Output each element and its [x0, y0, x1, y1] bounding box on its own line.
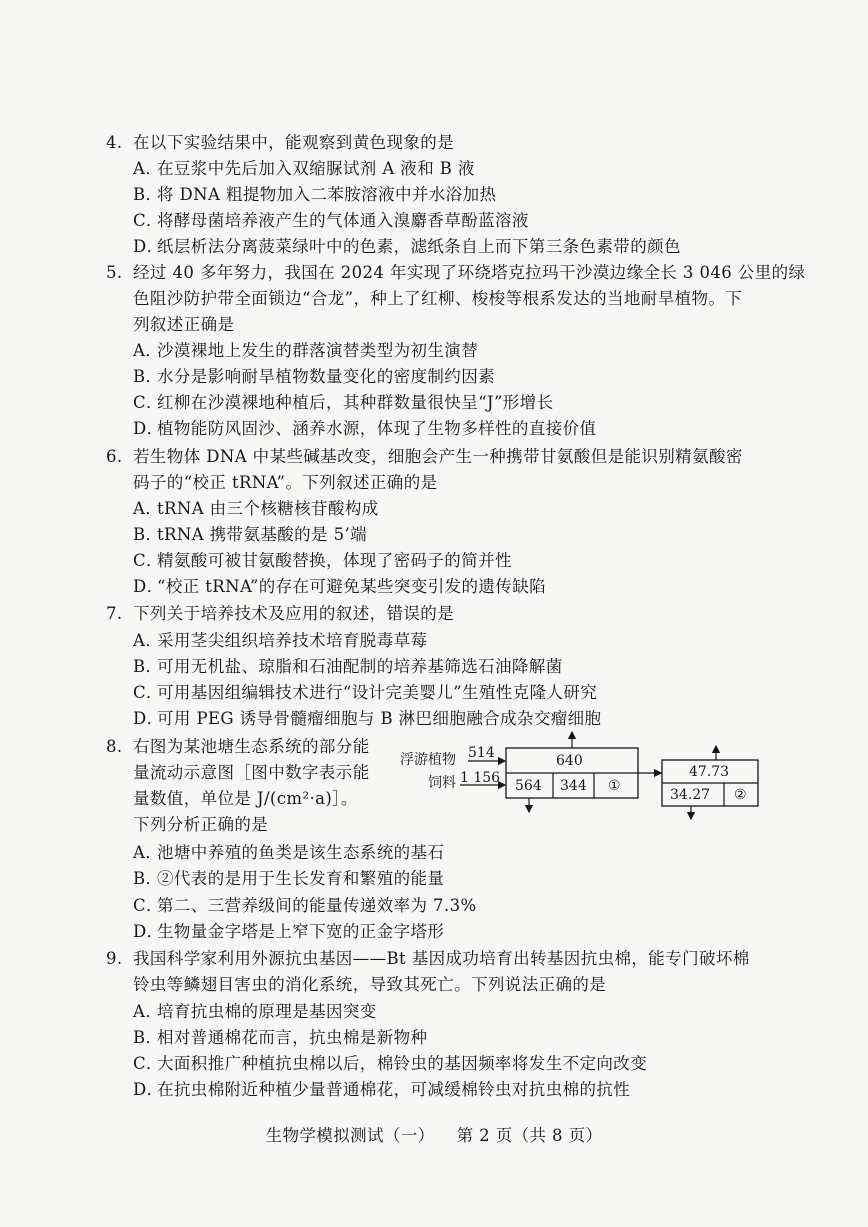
question-8-stem-line: 量数值，单位是 J/(cm²·a)］。: [133, 789, 358, 808]
exam-title: 生物学模拟测试（一）: [265, 1126, 435, 1145]
box1-cell-1: 564: [515, 778, 542, 794]
energy-flow-diagram: [398, 740, 770, 820]
question-7-stem-line: 7. 下列关于培养技术及应用的叙述，错误的是: [106, 604, 455, 623]
question-6-stem-line: 码子的“校正 tRNA”。下列叙述正确的是: [133, 473, 438, 492]
box1-cell-3: ①: [608, 778, 621, 794]
question-5-option-c: C．红柳在沙漠裸地种植后，其种群数量很快呈“J”形增长: [133, 393, 554, 412]
question-5-stem-line: 色阻沙防护带全面锁边“合龙”，种上了红柳、梭梭等根系发达的当地耐旱植物。下: [133, 289, 743, 308]
question-4-option-c: C．将酵母菌培养液产生的气体通入溴麝香草酚蓝溶液: [133, 211, 529, 230]
question-4-option-b: B．将 DNA 粗提物加入二苯胺溶液中并水浴加热: [133, 185, 497, 204]
phytoplankton-value: 514: [468, 745, 495, 761]
feed-label: 饲料: [428, 775, 456, 791]
question-6-option-d: D．“校正 tRNA”的存在可避免某些突变引发的遗传缺陷: [133, 577, 546, 596]
feed-value: 1 156: [460, 770, 501, 786]
page-footer: [0, 1122, 868, 1146]
question-5-option-b: B．水分是影响耐旱植物数量变化的密度制约因素: [133, 367, 495, 386]
question-6-option-c: C．精氨酸可被甘氨酸替换，体现了密码子的简并性: [133, 551, 512, 570]
box1-intake-value: 640: [556, 753, 583, 769]
question-8-option-d: D．生物量金字塔是上窄下宽的正金字塔形: [133, 922, 445, 941]
question-4-stem-line: 4. 在以下实验结果中，能观察到黄色现象的是: [106, 133, 455, 152]
question-4-option-d: D．纸层析法分离菠菜绿叶中的色素，滤纸条自上而下第三条色素带的颜色: [133, 237, 681, 256]
question-5-stem-line: 列叙述正确是: [133, 315, 235, 334]
question-8-option-a: A．池塘中养殖的鱼类是该生态系统的基石: [133, 843, 445, 862]
question-8-stem-line: 量流动示意图［图中数字表示能: [133, 763, 370, 782]
box2-intake-value: 47.73: [689, 764, 730, 780]
question-8-stem-line: 8. 右图为某池塘生态系统的部分能: [106, 737, 370, 756]
box1-cell-2: 344: [560, 778, 587, 794]
question-8-option-c: C．第二、三营养级间的能量传递效率为 7.3%: [133, 896, 477, 915]
question-5-option-d: D．植物能防风固沙、涵养水源，体现了生物多样性的直接价值: [133, 419, 597, 438]
question-9-option-a: A．培育抗虫棉的原理是基因突变: [133, 1002, 377, 1021]
question-6-option-a: A．tRNA 由三个核糖核苷酸构成: [133, 499, 379, 518]
question-5-option-a: A．沙漠裸地上发生的群落演替类型为初生演替: [133, 341, 479, 360]
question-7-option-c: C．可用基因组编辑技术进行“设计完美婴儿”生殖性克隆人研究: [133, 683, 598, 702]
page-number: 第 2 页（共 8 页）: [456, 1126, 603, 1145]
question-5-stem-line: 5. 经过 40 多年努力，我国在 2024 年实现了环绕塔克拉玛干沙漠边缘全长 3 046 公里的绿: [106, 263, 806, 282]
box2-cell-1: 34.27: [670, 787, 711, 803]
question-6-stem-line: 6. 若生物体 DNA 中某些碱基改变，细胞会产生一种携带甘氨酸但是能识别精氨酸密: [106, 447, 743, 466]
question-8-stem-line: 下列分析正确的是: [133, 815, 269, 834]
question-7-option-a: A．采用茎尖组织培养技术培育脱毒草莓: [133, 631, 428, 650]
box2-cell-2: ②: [734, 787, 747, 803]
question-4-option-a: A．在豆浆中先后加入双缩脲试剂 A 液和 B 液: [133, 159, 475, 178]
question-9-stem-line: 9. 我国科学家利用外源抗虫基因——Bt 基因成功培育出转基因抗虫棉，能专门破坏棉: [106, 949, 750, 968]
question-7-option-d: D．可用 PEG 诱导骨髓瘤细胞与 B 淋巴细胞融合成杂交瘤细胞: [133, 709, 602, 728]
question-9-option-b: B．相对普通棉花而言，抗虫棉是新物种: [133, 1028, 428, 1047]
question-9-stem-line: 铃虫等鳞翅目害虫的消化系统，导致其死亡。下列说法正确的是: [133, 975, 607, 994]
phytoplankton-label: 浮游植物: [400, 752, 456, 768]
question-9-option-c: C．大面积推广种植抗虫棉以后，棉铃虫的基因频率将发生不定向改变: [133, 1054, 648, 1073]
question-7-option-b: B．可用无机盐、琼脂和石油配制的培养基筛选石油降解菌: [133, 657, 563, 676]
question-9-option-d: D．在抗虫棉附近种植少量普通棉花，可减缓棉铃虫对抗虫棉的抗性: [133, 1080, 631, 1099]
question-6-option-b: B．tRNA 携带氨基酸的是 5’端: [133, 525, 368, 544]
question-8-option-b: B．②代表的是用于生长发育和繁殖的能量: [133, 869, 445, 888]
